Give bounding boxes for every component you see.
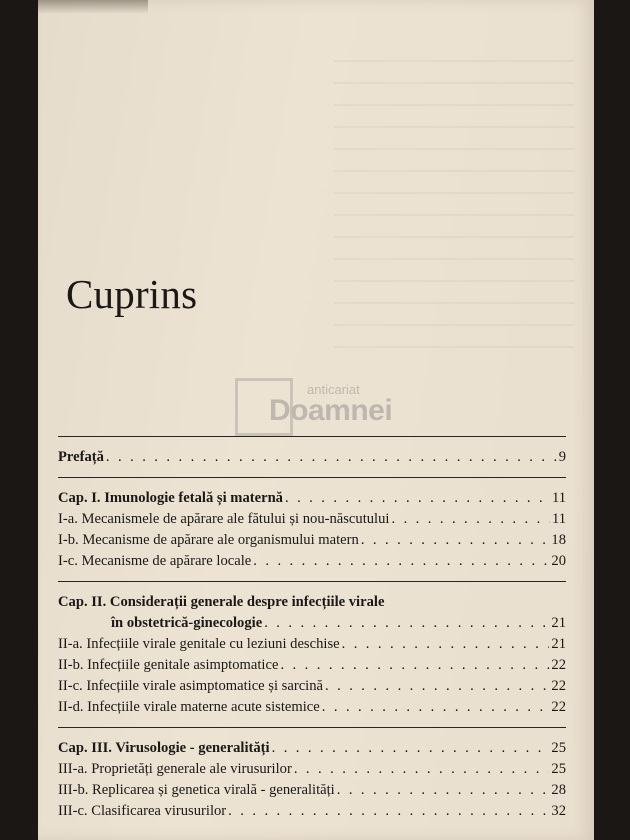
toc-entry-label: II-c. Infecțiile virale asimptomatice și sarcină <box>58 678 323 694</box>
toc-entry-1a[interactable] <box>58 509 566 530</box>
toc-page-number: 25 <box>551 740 566 756</box>
leader-dots <box>228 801 549 822</box>
toc-entry-3b[interactable] <box>58 780 566 801</box>
toc-entry-2a[interactable] <box>58 634 566 655</box>
toc-page-number: 22 <box>551 699 566 715</box>
toc-entry-label: Cap. I. Imunologie fetală și maternă <box>58 490 283 506</box>
leader-dots <box>106 447 557 468</box>
toc-entry-3a[interactable] <box>58 759 566 780</box>
leader-dots <box>272 738 550 759</box>
bleed-through-text <box>334 40 574 360</box>
toc-page-number: 11 <box>551 511 566 527</box>
toc-page-number: 28 <box>551 782 566 798</box>
toc-entry-label: III-b. Replicarea și genetica virală - generalități <box>58 782 335 798</box>
toc-entry-label: II-a. Infecțiile virale genitale cu leziuni deschise <box>58 636 340 652</box>
toc-page-number: 22 <box>551 678 566 694</box>
table-of-contents <box>58 436 566 822</box>
leader-dots <box>342 634 550 655</box>
page-title: Cuprins <box>66 271 198 317</box>
toc-entry-label: II-d. Infecțiile virale materne acute sistemice <box>58 699 320 715</box>
toc-page-number: 21 <box>551 615 566 631</box>
toc-entry-label: I-c. Mecanisme de apărare locale <box>58 553 252 569</box>
watermark-logo <box>235 378 425 438</box>
toc-entry-preface[interactable] <box>58 447 566 468</box>
toc-entry-chapter-2-cont[interactable] <box>58 613 566 634</box>
toc-entry-2d[interactable] <box>58 697 566 718</box>
toc-entry-label: Cap. III. Virusologie - generalități <box>58 740 270 756</box>
leader-dots <box>294 759 550 780</box>
toc-entry-label: II-b. Infecțiile genitale asimptomatice <box>58 657 279 673</box>
toc-page-number: 20 <box>551 553 566 569</box>
toc-page-number: 32 <box>551 803 566 819</box>
watermark-small-text: anticariat <box>307 382 360 397</box>
toc-page-number: 9 <box>558 449 566 465</box>
leader-dots <box>391 509 549 530</box>
toc-entry-chapter-1[interactable] <box>58 488 566 509</box>
toc-entry-label: în obstetrică-ginecologie <box>111 615 263 631</box>
book-page <box>38 0 594 840</box>
toc-entry-chapter-3[interactable] <box>58 738 566 759</box>
leader-dots <box>361 530 550 551</box>
leader-dots <box>322 697 550 718</box>
toc-entry-chapter-2[interactable] <box>58 592 566 613</box>
toc-entry-2c[interactable] <box>58 676 566 697</box>
leader-dots <box>253 551 549 572</box>
toc-page-number: 18 <box>551 532 566 548</box>
leader-dots <box>285 488 550 509</box>
toc-page-number: 21 <box>551 636 566 652</box>
toc-entry-label: Prefață <box>58 449 104 465</box>
toc-entry-1c[interactable] <box>58 551 566 572</box>
leader-dots <box>325 676 549 697</box>
leader-dots <box>280 655 549 676</box>
leader-dots <box>337 780 550 801</box>
toc-entry-label: I-b. Mecanisme de apărare ale organismului matern <box>58 532 359 548</box>
toc-page-number: 25 <box>551 761 566 777</box>
toc-entry-3c[interactable] <box>58 801 566 822</box>
toc-entry-1b[interactable] <box>58 530 566 551</box>
toc-entry-label: Cap. II. Considerații generale despre infecțiile virale <box>58 594 385 610</box>
toc-entry-label: I-a. Mecanismele de apărare ale fătului și nou-născutului <box>58 511 390 527</box>
page-corner-shadow <box>38 0 148 14</box>
watermark-big-text: Doamnei <box>269 394 393 427</box>
toc-page-number: 11 <box>551 490 566 506</box>
leader-dots <box>264 613 549 634</box>
toc-entry-2b[interactable] <box>58 655 566 676</box>
toc-entry-label: III-a. Proprietăți generale ale virusurilor <box>58 761 292 777</box>
toc-page-number: 22 <box>551 657 566 673</box>
toc-entry-label: III-c. Clasificarea virusurilor <box>58 803 227 819</box>
